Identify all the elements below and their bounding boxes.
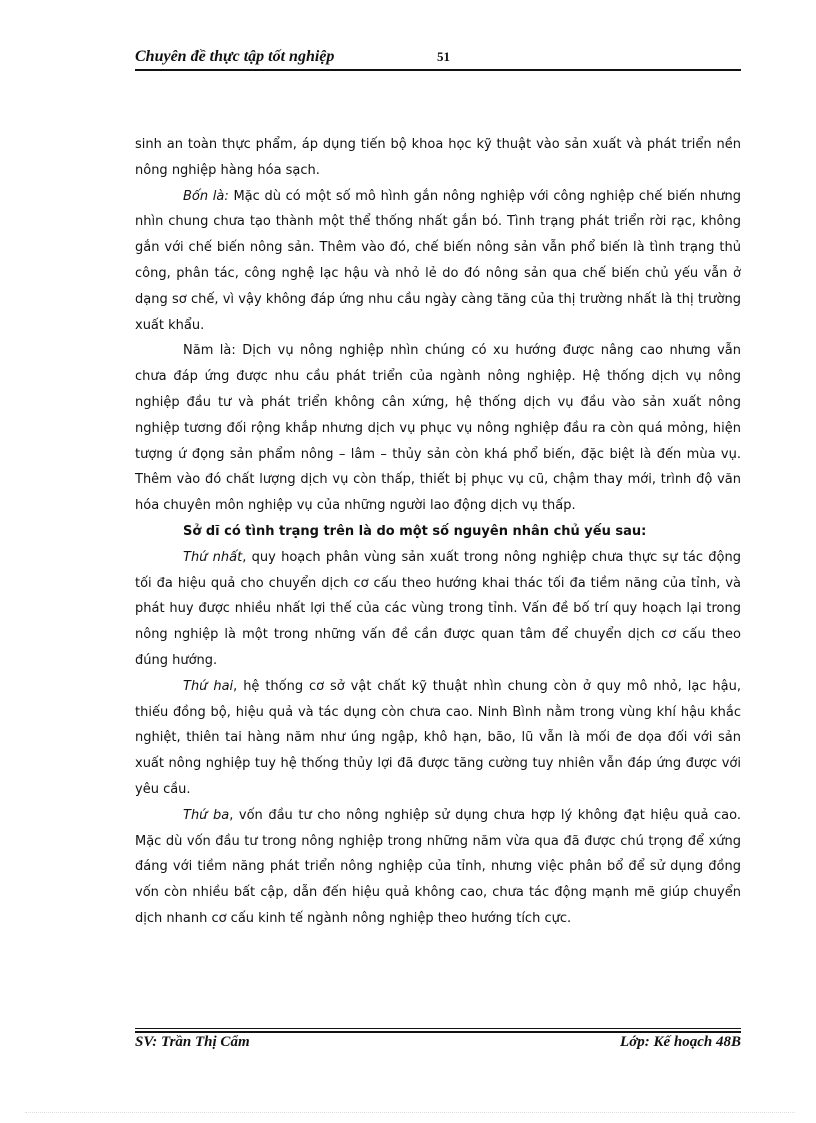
footer-rule-bottom [135, 1031, 741, 1033]
paragraph-7 [135, 803, 741, 932]
paragraph-6-text: , hệ thống cơ sở vật chất kỹ thuật nhìn chung còn ở quy mô nhỏ, lạc hậu, thiếu đồng bộ, hiệu quả và tác dụng còn chưa cao. Ninh Bình nằm trong vùng khí hậu khắc nghiệt, thiên tai hàng năm như úng ngập, khô hạn, bão, lũ vẫn là mối đe dọa đối với sản xuất nông nghiệp tuy hệ thống thủy lợi đã được tăng cường tuy nhiên vẫn đáp ứng được với yêu cầu. [135, 678, 741, 797]
page-header [135, 48, 741, 70]
footer-student: SV: Trần Thị Cẩm [135, 1034, 250, 1050]
paragraph-3: Năm là: Dịch vụ nông nghiệp nhìn chúng có xu hướng được nâng cao nhưng vẫn chưa đáp ứng được nhu cầu phát triển của ngành nông nghiệp. Hệ thống dịch vụ nông nghiệp đầu tư và phát triển không cân xứng, hệ thống dịch vụ đầu vào sản xuất nông nghiệp tương đối rộng khắp nhưng dịch vụ phục vụ nông nghiệp đầu ra còn quá mỏng, hiện tượng ứ đọng sản phẩm nông – lâm – thủy sản còn khá phổ biến, đặc biệt là đến mùa vụ. Thêm vào đó chất lượng dịch vụ còn thấp, thiết bị phục vụ cũ, chậm thay mới, trình độ văn hóa chuyên môn nghiệp vụ của những người lao động dịch vụ thấp. [135, 343, 741, 514]
document-body [135, 132, 741, 932]
paragraph-5-text: , quy hoạch phân vùng sản xuất trong nông nghiệp chưa thực sự tác động tối đa hiệu quả cho chuyển dịch cơ cấu theo hướng khai thác tối đa tiềm năng của tỉnh, và phát huy được nhiều nhất lợi thế của các vùng trong tỉnh. Vấn đề bố trí quy hoạch lại trong nông nghiệp là một trong những vấn đề cần được quan tâm để chuyển dịch cơ cấu theo đúng hướng. [135, 549, 741, 668]
header-rule [135, 69, 741, 71]
paragraph-5 [135, 545, 741, 674]
causes-heading: Sở dĩ có tình trạng trên là do một số nguyên nhân chủ yếu sau: [183, 523, 647, 539]
paragraph-2-text: Mặc dù có một số mô hình gắn nông nghiệp với công nghiệp chế biến nhưng nhìn chung chưa tạo thành một thể thống nhất gắn bó. Tình trạng phát triển rời rạc, không gắn với chế biến nông sản. Thêm vào đó, chế biến nông sản vẫn phổ biến là tình trạng thủ công, phân tác, công nghệ lạc hậu và nhỏ lẻ do đó nông sản qua chế biến chủ yếu vẫn ở dạng sơ chế, vì vậy không đáp ứng nhu cầu ngày càng tăng của thị trường nhất là thị trường xuất khẩu. [135, 188, 741, 333]
header-title: Chuyên đề thực tập tốt nghiệp [135, 48, 335, 65]
page-footer [135, 1034, 741, 1056]
paragraph-6-lead: Thứ hai [183, 678, 234, 694]
paragraph-7-text: , vốn đầu tư cho nông nghiệp sử dụng chưa hợp lý không đạt hiệu quả cao. Mặc dù vốn đầu tư trong nông nghiệp trong những năm vừa qua đã được chú trọng để xứng đáng với tiềm năng phát triển nông nghiệp của tỉnh, nhưng việc phân bổ để sử dụng đồng vốn còn nhiều bất cập, dẫn đến hiệu quả không cao, chưa tác động mạnh mẽ giúp chuyển dịch nhanh cơ cấu kinh tế ngành nông nghiệp theo hướng tích cực. [135, 807, 741, 926]
paragraph-2 [135, 184, 741, 339]
page-number: 51 [437, 49, 450, 64]
page-edge-divider [25, 1112, 795, 1113]
paragraph-7-lead: Thứ ba [183, 807, 230, 823]
footer-class: Lớp: Kế hoạch 48B [620, 1034, 741, 1050]
paragraph-5-lead: Thứ nhất [183, 549, 243, 565]
footer-rule-top [135, 1028, 741, 1029]
paragraph-2-lead: Bốn là: [183, 188, 229, 204]
paragraph-1: sinh an toàn thực phẩm, áp dụng tiến bộ khoa học kỹ thuật vào sản xuất và phát triển nền nông nghiệp hàng hóa sạch. [135, 137, 741, 178]
paragraph-6 [135, 674, 741, 803]
